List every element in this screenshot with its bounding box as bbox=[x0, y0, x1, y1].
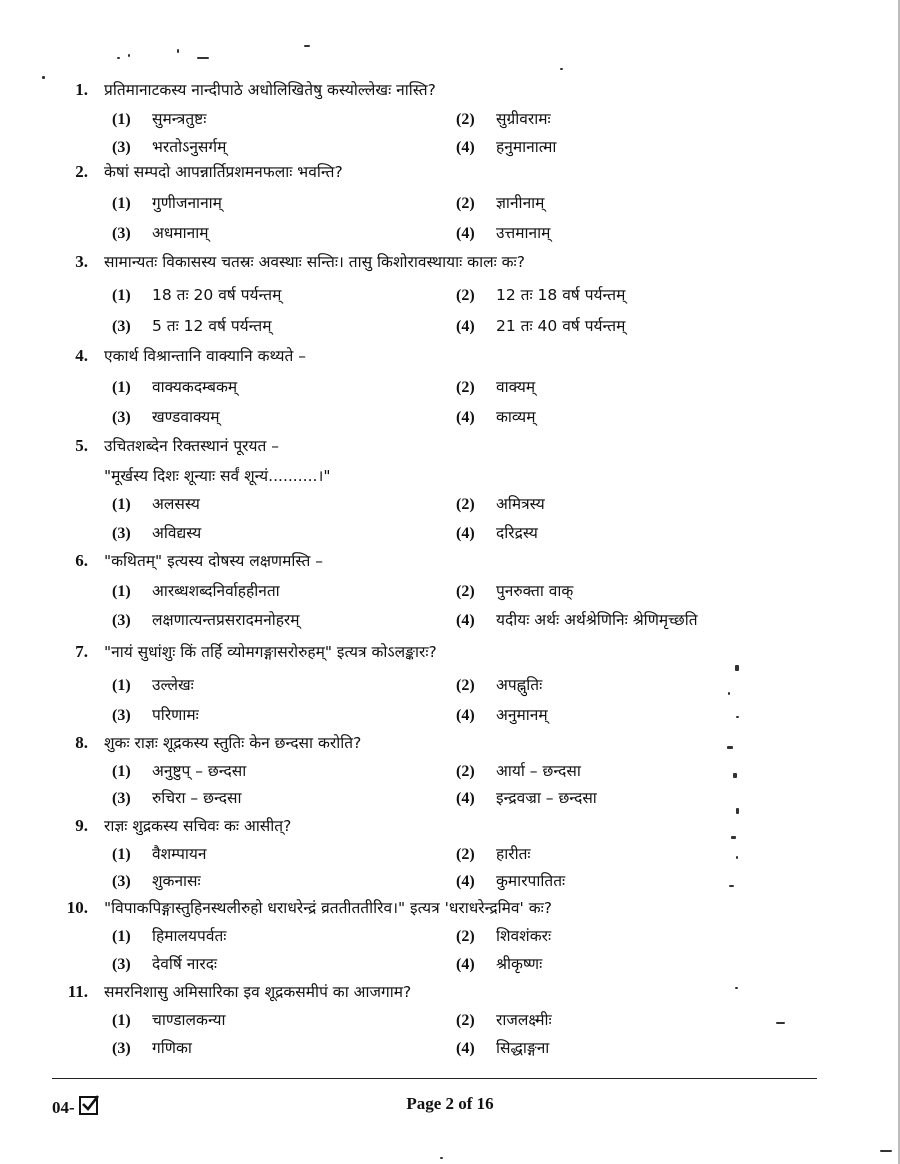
question-number: 6. bbox=[75, 551, 88, 570]
option-2: (2) राजलक्ष्मीः bbox=[456, 1011, 552, 1029]
option-2: (2) सुग्रीवरामः bbox=[456, 110, 551, 128]
option-4: (4) हनुमानात्मा bbox=[456, 138, 557, 156]
question-number: 7. bbox=[75, 642, 88, 661]
scan-speck bbox=[128, 54, 130, 57]
question-text: "नायं सुधांशुः किं तर्हि व्योमगङ्गासरोरुहम्" इत्यत्र कोऽलङ्कारः? bbox=[104, 643, 437, 661]
option-4: (4) इन्द्रवज्रा – छन्दसा bbox=[456, 789, 597, 807]
option-4: (4) यदीयः अर्थः अर्थश्रेणिनिः श्रेणिमृच्छति bbox=[456, 611, 698, 629]
option-3: (3) परिणामः bbox=[112, 706, 199, 724]
scan-speck bbox=[117, 57, 120, 59]
footer-divider bbox=[52, 1078, 817, 1079]
question-number: 1. bbox=[75, 80, 88, 99]
scan-speck bbox=[735, 987, 738, 989]
scan-speck bbox=[729, 885, 734, 887]
option-3: (3) शुकनासः bbox=[112, 872, 201, 890]
option-1: (1) वैशम्पायन bbox=[112, 845, 207, 863]
question-text: "विपाकपिङ्गास्तुहिनस्थलीरुहो धराधरेन्द्रं व्रततीततीरिव।" इत्यत्र 'धराधरेन्द्रमिव' कः? bbox=[104, 899, 552, 917]
scan-speck bbox=[304, 45, 310, 47]
option-1: (1) हिमालयपर्वतः bbox=[112, 927, 227, 945]
question-number: 9. bbox=[75, 816, 88, 835]
question-text: प्रतिमानाटकस्य नान्दीपाठे अधोलिखितेषु कस्योल्लेखः नास्ति? bbox=[104, 81, 436, 99]
option-2: (2) आर्या – छन्दसा bbox=[456, 762, 581, 780]
option-4: (4) उत्तमानाम् bbox=[456, 224, 551, 242]
option-1: (1) चाण्डालकन्या bbox=[112, 1011, 226, 1029]
option-3: (3) 5 तः 12 वर्ष पर्यन्तम् bbox=[112, 317, 272, 335]
option-4: (4) काव्यम् bbox=[456, 408, 536, 426]
option-2: (2) वाक्यम् bbox=[456, 378, 536, 396]
scan-speck bbox=[177, 49, 179, 53]
option-1: (1) गुणीजनानाम् bbox=[112, 194, 222, 212]
scan-speck bbox=[440, 1157, 443, 1159]
question-number: 4. bbox=[75, 346, 88, 365]
option-3: (3) खण्डवाक्यम् bbox=[112, 408, 220, 426]
question-text: सामान्यतः विकासस्य चतस्रः अवस्थाः सन्तिः। तासु किशोरावस्थायाः कालः कः? bbox=[104, 253, 525, 271]
scan-speck bbox=[731, 836, 736, 839]
scan-speck bbox=[736, 808, 739, 814]
option-4: (4) कुमारपातितः bbox=[456, 872, 566, 890]
scan-speck bbox=[736, 856, 738, 859]
question-number: 2. bbox=[75, 162, 88, 181]
scan-speck bbox=[736, 716, 739, 718]
option-3: (3) लक्षणात्यन्तप्रसरादमनोहरम् bbox=[112, 611, 300, 629]
question-quote: "मूर्खस्य दिशः शून्याः सर्वं शून्यं..........।" bbox=[104, 467, 331, 485]
page-number: Page 2 of 16 bbox=[406, 1094, 494, 1113]
option-2: (2) शिवशंकरः bbox=[456, 927, 552, 945]
scan-speck bbox=[560, 68, 563, 70]
option-2: (2) ज्ञानीनाम् bbox=[456, 194, 545, 212]
option-2: (2) हारीतः bbox=[456, 845, 531, 863]
option-3: (3) अधमानाम् bbox=[112, 224, 209, 242]
scan-speck bbox=[735, 665, 739, 671]
scan-speck bbox=[727, 746, 733, 749]
option-1: (1) अनुष्टुप् – छन्दसा bbox=[112, 762, 247, 780]
scan-speck bbox=[728, 692, 730, 695]
question-number: 10. bbox=[66, 898, 88, 917]
question-text: "कथितम्" इत्यस्य दोषस्य लक्षणमस्ति – bbox=[104, 552, 323, 570]
option-1: (1) 18 तः 20 वर्ष पर्यन्तम् bbox=[112, 286, 282, 304]
question-text: उचितशब्देन रिक्तस्थानं पूरयत – bbox=[104, 437, 279, 455]
question-text: केषां सम्पदो आपन्नार्तिप्रशमनफलाः भवन्ति? bbox=[104, 163, 343, 181]
scan-speck bbox=[42, 76, 45, 79]
option-3: (3) रुचिरा – छन्दसा bbox=[112, 789, 242, 807]
option-2: (2) पुनरुक्ता वाक् bbox=[456, 582, 574, 600]
option-3: (3) देवर्षि नारदः bbox=[112, 955, 218, 973]
paper-code-text: 04- bbox=[52, 1098, 75, 1117]
question-text: समरनिशासु अमिसारिका इव शूद्रकसमीपं का आजगाम? bbox=[104, 983, 412, 1001]
option-1: (1) वाक्यकदम्बकम् bbox=[112, 378, 238, 396]
option-1: (1) सुमन्त्रतुष्टः bbox=[112, 110, 207, 128]
option-2: (2) अपह्नुतिः bbox=[456, 676, 543, 694]
question-number: 8. bbox=[75, 733, 88, 752]
option-4: (4) अनुमानम् bbox=[456, 706, 548, 724]
option-3: (3) भरतोऽनुसर्गम् bbox=[112, 138, 227, 156]
option-4: (4) दरिद्रस्य bbox=[456, 524, 538, 542]
option-3: (3) गणिका bbox=[112, 1039, 192, 1057]
option-2: (2) 12 तः 18 वर्ष पर्यन्तम् bbox=[456, 286, 626, 304]
option-4: (4) सिद्धाङ्गना bbox=[456, 1039, 550, 1057]
option-4: (4) 21 तः 40 वर्ष पर्यन्तम् bbox=[456, 317, 626, 335]
option-1: (1) उल्लेखः bbox=[112, 676, 194, 694]
option-2: (2) अमित्रस्य bbox=[456, 495, 545, 513]
option-3: (3) अविद्यस्य bbox=[112, 524, 202, 542]
option-4: (4) श्रीकृष्णः bbox=[456, 955, 543, 973]
scan-speck bbox=[197, 57, 209, 59]
scan-speck bbox=[733, 773, 737, 778]
option-1: (1) अलसस्य bbox=[112, 495, 200, 513]
question-text: राज्ञः शुद्रकस्य सचिवः कः आसीत्? bbox=[104, 817, 292, 835]
question-number: 3. bbox=[75, 252, 88, 271]
question-number: 5. bbox=[75, 436, 88, 455]
question-text: शुकः राज्ञः शूद्रकस्य स्तुतिः केन छन्दसा करोति? bbox=[104, 734, 362, 752]
question-text: एकार्थ विश्रान्तानि वाक्यानि कथ्यते – bbox=[104, 347, 306, 365]
scan-speck bbox=[880, 1150, 892, 1152]
question-number: 11. bbox=[67, 982, 88, 1001]
option-1: (1) आरब्धशब्दनिर्वाहहीनता bbox=[112, 582, 280, 600]
scan-speck bbox=[776, 1022, 785, 1024]
